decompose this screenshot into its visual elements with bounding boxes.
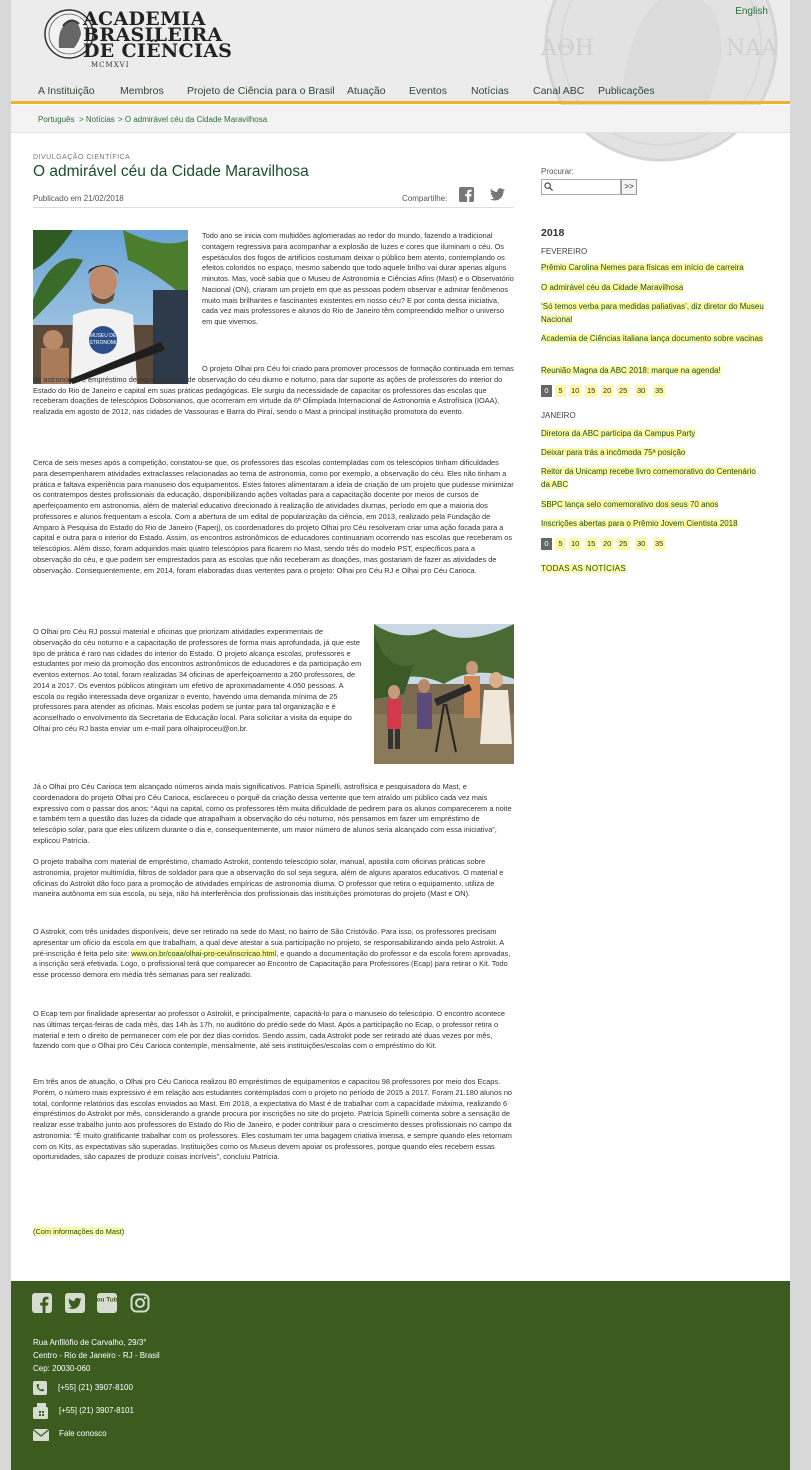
article-paragraph-8: O Ecap tem por finalidade apresentar ao professor o Astrokit, e principalmente, capacitá-lo para o manuseio do telescópio. O encontro acontece nas últimas terças-feiras de cada mês, das 14h às 17h, no auditório do prédio sede do Mast. Após a participação no Ecap, o professor retira o material e tem o direito de permanecer com ele por dez dias corridos. Sendo assim, cada Astrokit pode ser retirado até duas vezes por mês, fazendo com que o Olhai pro Céu Carioca contemple, mensalmente, até seis instituições/escolas com o empréstimo do Kit. xyxy=(33,1009,506,1051)
phone-number[interactable]: [+55] (21) 3907-8100 xyxy=(58,1383,133,1392)
pager-item[interactable]: 5 xyxy=(555,385,566,397)
pager-item[interactable]: 20 xyxy=(603,539,612,548)
fax-number: [+55] (21) 3907-8101 xyxy=(59,1406,134,1415)
search-icon xyxy=(544,182,553,191)
news-link[interactable]: Prêmio Carolina Nemes para físicas em início de carreira xyxy=(541,263,744,272)
article-paragraph-3: Cerca de seis meses após a competição, constatou-se que, os professores das escolas contempladas com os telescópios tinham dificuldades para desempenharem atividades extraclasses relacionadas ao tema de astronomia, como por exemplo, a observação do céu. Eles não tinham a prática e faltava experiência para manuseio dos equipamentos. Estes fatores alimentaram a ideia de criação de um projeto que pudesse minimizar os contratempos destes profissionais da educação, disponibilizando ações voltadas para a capacitação docente por meios de cursos de aperfeiçoamento em astronomia, além de material educativo direcionado à realização de atividades diurnas, período em que a maioria dos professores e alunos frequentam a escola. Com a abertura de um edital de popularização da ciência, em 2013, realizado pela Fundação de Amparo à Pesquisa do Estado do Rio de Janeiro (Faperj), os coordenadores do projeto Olhai pro Céu resolveram criar uma ação focada para a capital e outra para o interior do Estado. Assim, os encontros astronômicos de educadores continuariam ocorrendo nas escolas que receberam os telescópios. Além disso, foram adquiridos mais quatro telescópios para ficarem no Mast, sendo três do modelo PST, específicos para a observação do céu, e que podem ser emprestados para as escolas que não receberam as doações, mas gostariam de fazer as atividades de observação. Consequentemente, em 2014, foram elaboradas duas vertentes para o projeto: Olhai pro Céu RJ e Olhai pro Céu Carioca. xyxy=(33,458,514,575)
address-line: Rua Anfilófio de Carvalho, 29/3° xyxy=(33,1338,147,1347)
article-paragraph-9: Em três anos de atuação, o Olhai pro Céu Carioca realizou 80 empréstimos de equipamentos e capacitou 98 professores por meio dos Ecaps. Porém, o número mais expressivo é em relação aos estudantes contemplados com o projeto no período de 2015 a 2017. Foram 21.180 alunos no total, conforme relatórios das escolas enviados ao Mast. Em 2018, a expectativa do Mast é de trabalhar com a capacidade máxima, realizando 6 empréstimos do Astrokit por mês, considerando a grande procura por inscrições no site do projeto. Patrícia Spinelli comenta sobre a sensação de realizar esse trabalho junto aos professores do Estado do Rio de Janeiro, e poder contribuir para o crescimento desses profissionais no campo da astronomia: “É muito gratificante trabalhar com os professores. Eles costumam ter uma bagagem criativa imensa, e sempre quando eles retornam com os Kits, as expectativas são superadas. Instituições como os Museus devem apoiar os professores, porque quando eles recebem essas oportunidades, são capazes de produzir coisas incríveis”, concluiu Patrícia. xyxy=(33,1077,513,1162)
divider xyxy=(33,207,514,208)
all-news-link[interactable]: TODAS AS NOTÍCIAS xyxy=(541,564,626,573)
pager-item[interactable]: 35 xyxy=(655,539,664,548)
header xyxy=(11,0,790,103)
news-link[interactable]: Academia de Ciências italiana lança documento sobre vacinas xyxy=(541,334,763,343)
month-label: FEVEREIRO xyxy=(541,247,588,256)
photo-telescope-man xyxy=(33,230,188,384)
main-nav xyxy=(11,80,790,104)
nav-membros[interactable]: Membros xyxy=(120,85,164,97)
search-input[interactable] xyxy=(541,179,621,195)
pager-item[interactable]: 10 xyxy=(571,386,580,395)
news-link[interactable]: Deixar para trás a incômoda 75ª posição xyxy=(541,448,686,457)
twitter-icon[interactable] xyxy=(65,1293,85,1313)
svg-text:You Tube: You Tube xyxy=(92,1296,122,1304)
facebook-share-icon[interactable] xyxy=(459,187,474,202)
pager-item[interactable]: 10 xyxy=(571,539,580,548)
article-paragraph-6: O projeto trabalha com material de empréstimo, chamado Astrokit, contendo telescópio solar, manual, apostila com oficinas práticas sobre astronomia, projetor multimídia, filtros de soldador para que a observação do sol seja segura, além de alguns aparatos educativos. O material e oficinas do Astrokit dão foco para a promoção de atividades empíricas de astronomia diurna. O professor que retira o equipamento, utiliza de maneira autônoma em sua escola, ou seja, não há interferência dos profissionais das instituições promotoras do projeto (Mast e ON). xyxy=(33,857,504,899)
pager-item[interactable]: 30 xyxy=(637,386,646,395)
svg-text:ΑΘΗ: ΑΘΗ xyxy=(541,36,595,61)
page-title: O admirável céu da Cidade Maravilhosa xyxy=(33,163,309,180)
news-link[interactable]: Diretora da ABC participa da Campus Party xyxy=(541,429,696,438)
footer xyxy=(11,1281,790,1470)
nav-atuacao[interactable]: Atuação xyxy=(347,85,386,97)
svg-text:MUSEU DE: MUSEU DE xyxy=(89,333,117,339)
page xyxy=(11,0,790,1470)
pager-item[interactable]: 0 xyxy=(541,385,552,397)
nav-eventos[interactable]: Eventos xyxy=(409,85,447,97)
logo-line-3: DE CIÊNCIAS xyxy=(83,40,233,62)
nav-canal-abc[interactable]: Canal ABC xyxy=(533,85,585,97)
address-line: Cep: 20030-060 xyxy=(33,1364,91,1373)
nav-instituicao[interactable]: A Instituição xyxy=(38,85,95,97)
news-link[interactable]: Reunião Magna da ABC 2018: marque na agenda! xyxy=(541,366,721,375)
facebook-icon[interactable] xyxy=(32,1293,52,1313)
pager-item[interactable]: 5 xyxy=(555,538,566,550)
phone-icon xyxy=(33,1381,47,1395)
article-paragraph-2: O projeto Olhai pro Céu foi criado para promover processos de formação continuada em temas de astronomia e empréstimo de equipamentos de observação do céu diurno e noturno, para dar suporte as ações de professores do interior do Estado do Rio de Janeiro e capital em suas práticas pedagógicas. Ele surgiu da necessidade de capacitar os professores das escolas que receberam doações de telescópios Dobsonianos, que ocorreram em virtude da 6ª Olimpíada Internacional de Astronomia e Astrofísica (IOAA), realizada em agosto de 2012, nas cidades de Vassouras e Barra do Piraí, sendo o Mast a principal instituição promotora do evento. xyxy=(33,364,514,416)
search-button[interactable]: >> xyxy=(621,179,637,195)
logo-line-1: ACADEMIA xyxy=(83,8,206,30)
search-label: Procurar: xyxy=(541,167,574,176)
news-link[interactable]: ‘Só temos verba para medidas paliativas’, diz diretor do Museu Nacional xyxy=(541,302,764,324)
address-line: Centro - Rio de Janeiro - RJ - Brasil xyxy=(33,1351,160,1360)
news-link[interactable]: Inscrições abertas para o Prêmio Jovem Cientista 2018 xyxy=(541,519,738,528)
news-link[interactable]: Reitor da Unicamp recebe livro comemorativo do Centenário da ABC xyxy=(541,467,756,489)
share-label: Compartilhe: xyxy=(402,194,448,203)
publish-date: Publicado em 21/02/2018 xyxy=(33,194,124,203)
instagram-icon[interactable] xyxy=(130,1293,150,1313)
pager-item[interactable]: 25 xyxy=(619,539,628,548)
inscription-link[interactable]: www.on.br/coaa/olhai-pro-ceu/inscricao.html xyxy=(131,948,277,958)
article-category: DIVULGAÇÃO CIENTÍFICA xyxy=(33,154,131,161)
breadcrumb-noticias[interactable]: > Notícias xyxy=(79,115,115,124)
nav-noticias[interactable]: Notícias xyxy=(471,85,509,97)
contact-link[interactable]: Fale conosco xyxy=(59,1429,107,1438)
logo-year: MCMXVI xyxy=(91,61,130,69)
nav-publicacoes[interactable]: Publicações xyxy=(598,85,655,97)
youtube-icon[interactable] xyxy=(92,1293,122,1313)
article-paragraph-4: O Olhai pro Céu RJ possui material e oficinas que priorizam atividades experimentais de observação do céu noturno e a capacitação de professores de forma mais aprofundada, já que este tipo de prática é raro nas cidades do interior do Estado. O projeto alcança escolas, professores e estudantes por meio da promoção dos encontros astronômicos de educadores e da participação em eventos externos. Ao total, foram realizadas 34 oficinas de aperfeiçoamento a 260 professores, de 2014 a 2017. Os eventos públicos atingiram um efetivo de aproximadamente 4.050 pessoas. A escola ou região interessada deve organizar o evento, havendo uma demanda mínima de 25 professores para atender as oficinas. Mais escolas podem se juntar para tal organização e é aconselhado o envolvimento da Secretaria de Educação local. Para solicitar a visita da equipe do Olhai pro céu RJ basta enviar um e-mail para olhaiproceu@on.br. xyxy=(33,627,362,733)
pager-item[interactable]: 25 xyxy=(619,386,628,395)
pager-item[interactable]: 30 xyxy=(637,539,646,548)
logo-line-2: BRASILEIRA xyxy=(83,24,223,46)
source-link[interactable]: (Com informações do Mast) xyxy=(33,1227,125,1236)
archive-year: 2018 xyxy=(541,227,565,239)
article-paragraph-5: Já o Olhai pro Céu Carioca tem alcançado números ainda mais significativos. Patrícia Spinelli, astrofísica e pesquisadora do Mast, e coordenadora do projeto Olhai pro Céu Carioca, esclareceu o porquê da criação dessa vertente que tem atraído um público cada vez mais expressivo com o passar dos anos: “Aqui na capital, como os professores têm muita dificuldade de pedirem para os alunos comparecerem a noite e também tem a questão das luzes da cidade que atrapalham a observação do céu noturno, nós pensamos em fazer um empréstimo de telescópio solar, para que eles utilizem durante o dia e, consequentemente, um maior número de alunos seria alcançado com essa iniciativa”, explicou Patrícia. xyxy=(33,782,512,845)
english-link[interactable]: English xyxy=(735,6,768,17)
svg-text:ASTRONOMIA: ASTRONOMIA xyxy=(86,340,120,346)
pager-item[interactable]: 15 xyxy=(587,539,596,548)
news-link[interactable]: SBPC lança selo comemorativo dos seus 70 anos xyxy=(541,500,719,509)
photo-teachers-telescope xyxy=(374,624,514,764)
academy-logo[interactable] xyxy=(43,8,233,70)
article-paragraph-7: O Astrokit, com três unidades disponíveis, deve ser retirado na sede do Mast, no bairro de São Cristóvão. Para isso, os professores precisam apresentar um ofício da escola em que trabalham, a qual deve atestar a sua participação no projeto, se responsabilizando ainda pelo Astrokit. A pré-inscrição é feita pelo site: www.on.br/coaa/olhai-pro-ceu/inscricao.html, e quando a documentação do professor e da escola forem aprovadas, a inscrição será efetivada. Logo, o profissional terá que comparecer ao Encontro de Capacitação para Professores (Ecap) para retirar o Kit. Todo esse processo demora em média três semanas para ser realizado. xyxy=(33,927,511,979)
breadcrumb-current: > O admirável céu da Cidade Maravilhosa xyxy=(118,115,268,124)
pager-item[interactable]: 15 xyxy=(587,386,596,395)
twitter-share-icon[interactable] xyxy=(490,188,505,201)
breadcrumb-portugues[interactable]: Português xyxy=(38,115,75,124)
news-link[interactable]: O admirável céu da Cidade Maravilhosa xyxy=(541,283,684,292)
svg-text:ΝΑΑ: ΝΑΑ xyxy=(726,36,778,61)
pager-item[interactable]: 0 xyxy=(541,538,552,550)
mail-icon xyxy=(33,1429,49,1441)
pager-item[interactable]: 20 xyxy=(603,386,612,395)
pager-item[interactable]: 35 xyxy=(655,386,664,395)
fax-icon xyxy=(33,1403,48,1419)
nav-projeto[interactable]: Projeto de Ciência para o Brasil xyxy=(187,85,335,97)
breadcrumb xyxy=(11,105,790,133)
month-label: JANEIRO xyxy=(541,411,576,420)
article-paragraph-1: Todo ano se inicia com multidões aglomeradas ao redor do mundo, fazendo a tradicional contagem regressiva para acompanhar a explosão de luzes e cores que iluminam o céu. Os espetáculos dos fogos de artifícios costumam deixar o público bem atento, contemplando os efeitos coloridos no espaço, mesmo sabendo que todo aquele brilho vai durar apenas alguns minutos. Mas, você sabia que o Museu de Astronomia e Ciências Afins (Mast) e o Observatório Nacional (ON), criaram um projeto em que as pessoas podem observar e admirar fenômenos muito mais brilhantes e fascinantes existentes em nosso céu? E por conta dessa iniciativa, cada vez mais professores e alunos do Rio de Janeiro têm compreendido melhor o universo em que vivemos. xyxy=(202,231,514,326)
